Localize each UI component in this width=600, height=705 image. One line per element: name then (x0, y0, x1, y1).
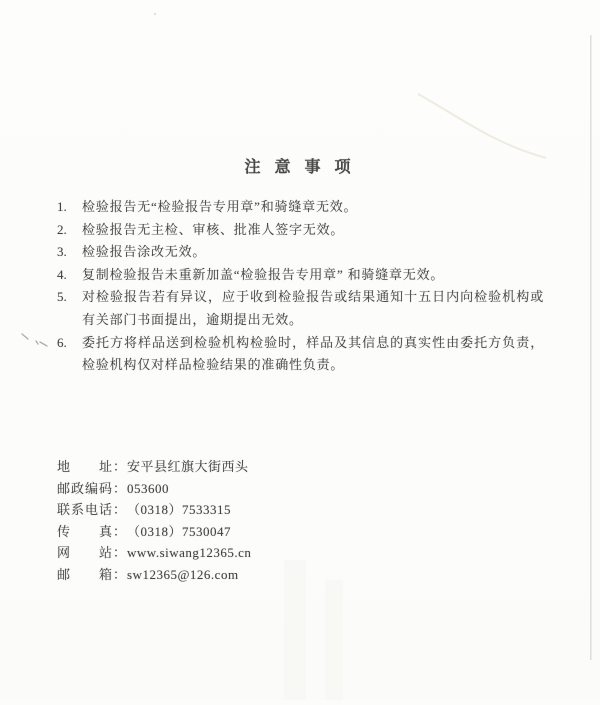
notice-item-6 (57, 332, 544, 377)
pen-tick-marks (22, 334, 47, 346)
paper-crease (418, 94, 546, 158)
email-value: sw12365@126.com (127, 566, 239, 582)
notice-number: 2. (57, 221, 67, 237)
notice-text: 复制检验报告未重新加盖“检验报告专用章” 和骑缝章无效。 (82, 266, 445, 282)
website-value: www.siwang12365.cn (127, 545, 252, 561)
notice-text: 委托方将样品送到检验机构检验时，样品及其信息的真实性由委托方负责，检验机构仅对样品检验结果的准确性负责。 (82, 334, 544, 373)
postcode-value: 053600 (127, 480, 170, 496)
contact-label: 邮 箱： (57, 566, 128, 582)
contact-row-address (57, 456, 251, 478)
contact-row-phone (57, 499, 251, 521)
contact-label: 联系电话： (57, 502, 128, 518)
notice-item-2 (57, 219, 544, 242)
notice-item-3 (57, 241, 544, 264)
notice-item-5 (57, 286, 544, 331)
notice-list (57, 196, 544, 377)
contact-label: 地 址： (57, 459, 128, 474)
contact-row-website (57, 542, 251, 564)
phone-value: （0318）7533315 (127, 502, 232, 518)
notice-number: 1. (57, 199, 67, 214)
paper-edge-line (590, 35, 592, 660)
scan-speck (154, 13, 156, 15)
address-value: 安平县红旗大街西头 (127, 459, 249, 474)
notice-number: 4. (57, 266, 67, 282)
notice-text: 对检验报告若有异议，应于收到检验报告或结果通知十五日内向检验机构或有关部门书面提出，逾期提出无效。 (82, 289, 544, 327)
contact-label: 传 真： (57, 523, 128, 539)
contact-label: 网 站： (57, 545, 128, 561)
contact-row-fax (57, 521, 251, 543)
notice-number: 3. (57, 244, 67, 260)
notice-item-1 (57, 196, 544, 219)
notice-number: 5. (57, 289, 67, 305)
scan-band (325, 580, 343, 700)
notice-number: 6. (57, 334, 67, 350)
contact-label: 邮政编码： (57, 480, 128, 496)
fax-value: （0318）7530047 (127, 523, 232, 539)
page-title: 注 意 事 项 (244, 159, 356, 176)
notice-text: 检验报告无主检、审核、批准人签字无效。 (82, 221, 345, 237)
notice-item-4 (57, 264, 544, 287)
contact-info (57, 456, 251, 586)
notice-text: 检验报告无“检验报告专用章”和骑缝章无效。 (82, 199, 358, 214)
scan-band (284, 560, 306, 700)
notice-text: 检验报告涂改无效。 (82, 244, 207, 260)
contact-row-postcode (57, 478, 251, 500)
contact-row-email (57, 564, 251, 586)
